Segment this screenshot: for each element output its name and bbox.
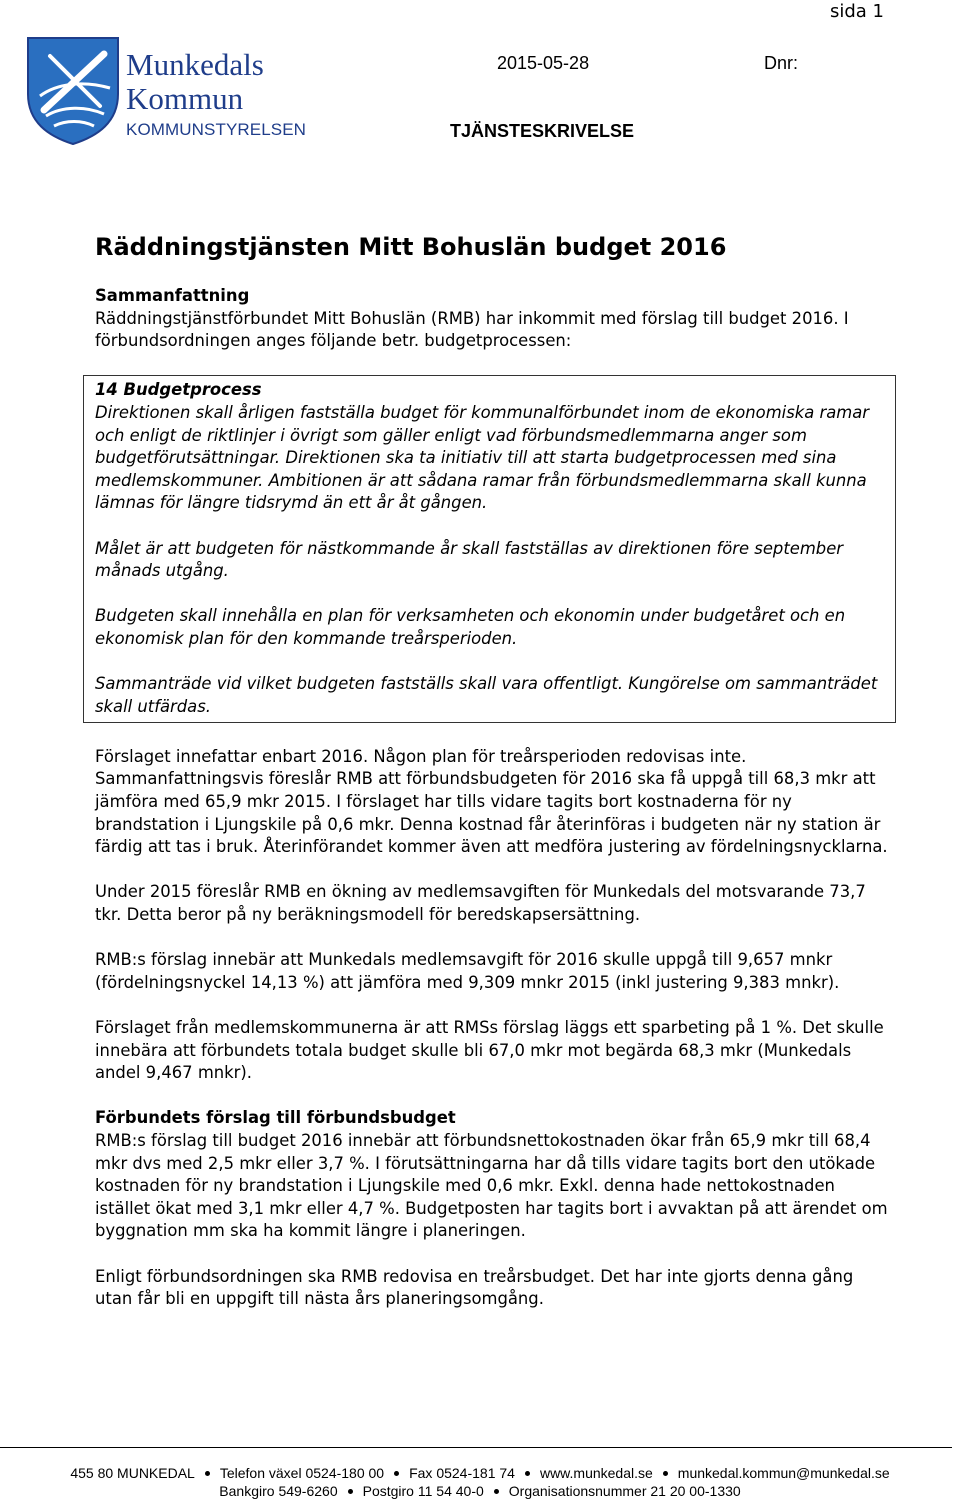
body-paragraph: Under 2015 föreslår RMB en ökning av medlemsavgiften för Munkedals del motsvarande 73,7 tkr. Detta beror på ny beräkningsmodell för beredskapsersättning. xyxy=(95,882,866,925)
org-name-line2: Kommun xyxy=(126,81,244,116)
footer-orgnr: Organisationsnummer 21 20 00-1330 xyxy=(508,1483,741,1499)
coat-of-arms-icon xyxy=(26,36,126,148)
org-name-line1: Munkedals xyxy=(126,47,264,82)
footer-divider xyxy=(0,1447,952,1448)
footer-line-1 xyxy=(0,1464,960,1482)
quote-heading: 14 Budgetprocess xyxy=(95,380,262,400)
bullet-icon xyxy=(348,1489,353,1494)
footer-email-link[interactable]: munkedal.kommun@munkedal.se xyxy=(677,1465,890,1481)
footer-postgiro: Postgiro 11 54 40-0 xyxy=(362,1483,484,1499)
section-heading: Förbundets förslag till förbundsbudget xyxy=(95,1108,456,1128)
footer-bankgiro: Bankgiro 549-6260 xyxy=(219,1483,338,1499)
quote-paragraph: Sammanträde vid vilket budgeten fastställs skall vara offentligt. Kungörelse om sammanträdet skall utfärdas. xyxy=(95,674,878,716)
body-paragraph: Enligt förbundsordningen ska RMB redovisa en treårsbudget. Det har inte gjorts denna gång utan får bli en uppgift till nästa års planeringsomgång. xyxy=(95,1266,854,1309)
body-paragraph: Förslaget innefattar enbart 2016. Någon plan för treårsperioden redovisas inte. Sammanfattningsvis föreslår RMB att förbundsbudgeten för 2016 ska få uppgå till 68,3 mkr att jämföra med 65,9 mkr 2015. I förslaget har tills vidare tagits bort kostnaderna för ny brandstation i Ljungskile på 0,6 mkr. Denna kostnad får återinföras i budgeten när ny station är färdig att tas i bruk. Återinförandet kommer även att medföra justering av fördelningsnycklarna. xyxy=(95,746,888,857)
body-paragraph: RMB:s förslag innebär att Munkedals medlemsavgift för 2016 skulle uppgå till 9,657 mnkr (fördelningsnyckel 14,13 %) att jämföra med 9,309 mnkr 2015 (inkl justering 9,383 mnkr). xyxy=(95,950,840,992)
quoted-regulation-box xyxy=(83,375,896,723)
document-body xyxy=(95,285,895,1311)
bullet-icon xyxy=(525,1471,530,1476)
footer-fax: Fax 0524-181 74 xyxy=(409,1465,515,1481)
bullet-icon xyxy=(494,1489,499,1494)
summary-heading: Sammanfattning xyxy=(95,286,250,305)
footer-line-2 xyxy=(0,1482,960,1500)
page-number: sida 1 xyxy=(829,1,884,22)
summary-intro: Räddningstjänstförbundet Mitt Bohuslän (RMB) har inkommit med förslag till budget 2016. I förbundsordningen anges följande betr. budgetprocessen: xyxy=(95,308,849,351)
quote-paragraph: Budgeten skall innehålla en plan för verksamheten och ekonomin under budgetåret och en ekonomisk plan för den kommande treårsperioden. xyxy=(95,606,846,648)
body-paragraph: RMB:s förslag till budget 2016 innebär att förbundsnettokostnaden ökar från 65,9 mkr till 68,4 mkr dvs med 2,5 mkr eller 3,7 %. I förutsättningarna har då tills vidare tagits bort den utökade kostnaden för ny brandstation i Ljungskile med 0,6 mkr. Exkl. denna hade nettokostnaden istället ökat med 3,1 mkr eller 4,7 %. Budgetposten har tagits bort i avvaktan på att ärendet om byggnation mm ska ha kommit längre i planeringen. xyxy=(95,1130,888,1241)
bullet-icon xyxy=(394,1471,399,1476)
document-type: TJÄNSTESKRIVELSE xyxy=(450,121,635,141)
document-date: 2015-05-28 xyxy=(497,53,590,73)
footer-address: 455 80 MUNKEDAL xyxy=(70,1465,195,1481)
body-paragraph: Förslaget från medlemskommunerna är att RMSs förslag läggs ett sparbeting på 1 %. Det skulle innebära att förbundets totala budget skulle bli 67,0 mkr mot begärda 68,3 mkr (Munkedals andel 9,467 mnkr). xyxy=(95,1018,884,1083)
dnr-label: Dnr: xyxy=(764,53,799,73)
quote-paragraph: Direktionen skall årligen fastställa budget för kommunalförbundet inom de ekonomiska ramar och enligt de riktlinjer i övrigt som gäller enligt vad förbundsmedlemmarna anger som budgetförutsättningar. Direktionen ska ta initiativ till att starta budgetprocessen med sina medlemskommuner. Ambitionen är att sådana ramar från förbundsmedlemmarna skall kunna lämnas för längre tidsrymd än ett år åt gången. xyxy=(95,402,870,513)
bullet-icon xyxy=(663,1471,668,1476)
municipality-logo xyxy=(26,36,326,148)
footer-web-link[interactable]: www.munkedal.se xyxy=(539,1465,653,1481)
footer-phone: Telefon växel 0524-180 00 xyxy=(219,1465,385,1481)
document-title: Räddningstjänsten Mitt Bohuslän budget 2016 xyxy=(95,233,727,261)
quote-paragraph: Målet är att budgeten för nästkommande år skall fastställas av direktionen före september månads utgång. xyxy=(95,538,844,581)
bullet-icon xyxy=(205,1471,210,1476)
department-name: KOMMUNSTYRELSEN xyxy=(126,120,307,139)
